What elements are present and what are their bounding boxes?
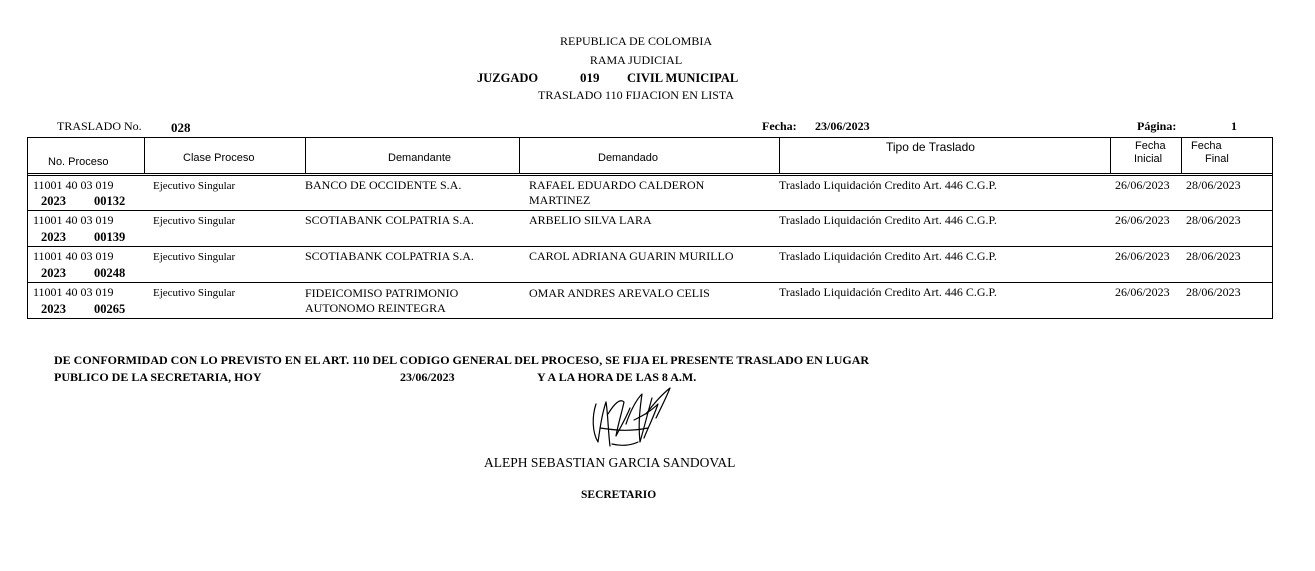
demandante: SCOTIABANK COLPATRIA S.A. [305, 213, 474, 227]
proceso-code: 11001 40 03 019 [33, 178, 114, 192]
header-divider [1181, 138, 1182, 174]
header-divider [144, 138, 145, 174]
fecha-final: 28/06/2023 [1186, 285, 1241, 299]
col-header-tipo-traslado: Tipo de Traslado [886, 140, 975, 154]
tipo-traslado: Traslado Liquidación Credito Art. 446 C.G.P. [779, 178, 997, 192]
clase-proceso: Ejecutivo Singular [153, 251, 236, 263]
signature-image [586, 384, 681, 454]
col-header-fecha-inicial-1: Fecha [1135, 140, 1166, 152]
proceso-code: 11001 40 03 019 [33, 249, 114, 263]
col-header-no-proceso: No. Proceso [48, 156, 109, 168]
row-separator [28, 282, 1272, 283]
header-bottom-line [28, 175, 1272, 176]
proceso-year: 2023 [41, 302, 66, 316]
fecha-final: 28/06/2023 [1186, 249, 1241, 263]
footer-legal-line1: DE CONFORMIDAD CON LO PREVISTO EN EL ART. 110 DEL CODIGO GENERAL DEL PROCESO, SE FIJA EL PRESENTE TRASLADO EN LUGAR [54, 353, 870, 367]
header-divider [1110, 138, 1111, 174]
fecha-label: Fecha: [762, 119, 797, 133]
header-bottom-line [28, 173, 1272, 174]
fecha-inicial: 26/06/2023 [1115, 178, 1170, 192]
proceso-number: 00265 [94, 302, 126, 316]
proceso-number: 00248 [94, 266, 126, 280]
proceso-year: 2023 [41, 230, 66, 244]
col-header-fecha-final-2: Final [1205, 153, 1229, 165]
header-divider [779, 138, 780, 174]
footer-legal-line2: PUBLICO DE LA SECRETARIA, HOY [54, 370, 262, 384]
demandante: SCOTIABANK COLPATRIA S.A. [305, 249, 474, 263]
header-divider [305, 138, 306, 174]
demandante-line2: AUTONOMO REINTEGRA [305, 301, 446, 315]
header-traslado-fijacion: TRASLADO 110 FIJACION EN LISTA [538, 88, 734, 102]
tipo-traslado: Traslado Liquidación Credito Art. 446 C.G.P. [779, 213, 997, 227]
demandante: BANCO DE OCCIDENTE S.A. [305, 178, 462, 192]
col-header-clase-proceso: Clase Proceso [183, 152, 255, 164]
pagina-label: Página: [1137, 119, 1177, 133]
traslado-no-label: TRASLADO No. [57, 119, 142, 133]
proceso-number: 00132 [94, 194, 126, 208]
clase-proceso: Ejecutivo Singular [153, 215, 236, 227]
col-header-demandante: Demandante [388, 152, 451, 164]
demandado: OMAR ANDRES AREVALO CELIS [529, 286, 710, 300]
demandado: ARBELIO SILVA LARA [529, 213, 652, 227]
row-separator [28, 246, 1272, 247]
header-rama-judicial: RAMA JUDICIAL [589, 53, 683, 67]
proceso-code: 11001 40 03 019 [33, 285, 114, 299]
fecha-inicial: 26/06/2023 [1115, 285, 1170, 299]
fecha-inicial: 26/06/2023 [1115, 213, 1170, 227]
fecha-inicial: 26/06/2023 [1115, 249, 1170, 263]
proceso-year: 2023 [41, 266, 66, 280]
header-divider [519, 138, 520, 174]
clase-proceso: Ejecutivo Singular [153, 180, 236, 192]
fecha-final: 28/06/2023 [1186, 178, 1241, 192]
footer-date: 23/06/2023 [400, 370, 455, 384]
traslado-table [27, 137, 1273, 319]
proceso-code: 11001 40 03 019 [33, 213, 114, 227]
demandado: CAROL ADRIANA GUARIN MURILLO [529, 249, 734, 263]
proceso-number: 00139 [94, 230, 126, 244]
demandado-line2: MARTINEZ [529, 193, 591, 207]
demandado: RAFAEL EDUARDO CALDERON [529, 178, 705, 192]
header-court-type: CIVIL MUNICIPAL [627, 71, 739, 85]
demandante: FIDEICOMISO PATRIMONIO [305, 286, 459, 300]
traslado-no-value: 028 [171, 120, 191, 135]
clase-proceso: Ejecutivo Singular [153, 287, 236, 299]
col-header-demandado: Demandado [598, 152, 658, 164]
fecha-final: 28/06/2023 [1186, 213, 1241, 227]
header-court-label: JUZGADO [477, 71, 539, 85]
col-header-fecha-final-1: Fecha [1191, 140, 1222, 152]
header-republica: REPUBLICA DE COLOMBIA [559, 34, 712, 48]
pagina-value: 1 [1231, 119, 1237, 133]
tipo-traslado: Traslado Liquidación Credito Art. 446 C.G.P. [779, 249, 997, 263]
signer-title: SECRETARIO [581, 489, 657, 501]
signer-name: ALEPH SEBASTIAN GARCIA SANDOVAL [484, 455, 736, 470]
tipo-traslado: Traslado Liquidación Credito Art. 446 C.G.P. [779, 285, 997, 299]
row-separator [28, 210, 1272, 211]
col-header-fecha-inicial-2: Inicial [1134, 153, 1163, 165]
header-court-number: 019 [580, 70, 600, 85]
proceso-year: 2023 [41, 194, 66, 208]
footer-hour: Y A LA HORA DE LAS 8 A.M. [537, 370, 697, 384]
fecha-value: 23/06/2023 [815, 119, 870, 133]
